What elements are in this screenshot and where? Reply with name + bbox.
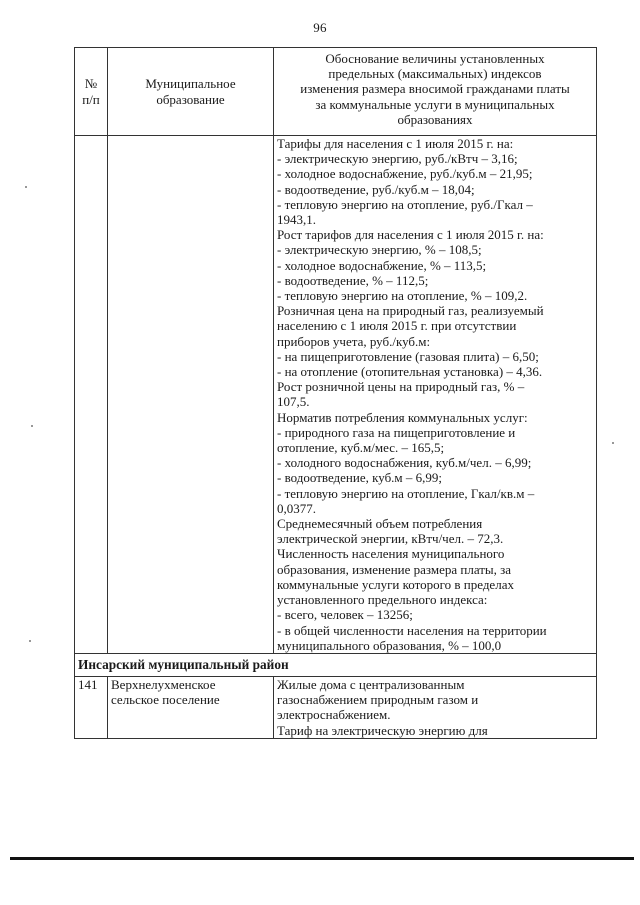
body-line: 107,5.	[277, 394, 310, 410]
body-line: электроснабжением.	[277, 707, 391, 723]
body-line: - водоотведение, куб.м – 6,99;	[277, 470, 443, 486]
footer-rule	[10, 857, 634, 860]
body-line: 1943,1.	[277, 212, 316, 228]
body-line: - всего, человек – 13256;	[277, 607, 413, 623]
body-line: - холодное водоснабжение, руб./куб.м – 21,95;	[277, 166, 533, 182]
body-line: Тариф на электрическую энергию для	[277, 722, 488, 738]
header-municipality-column	[108, 48, 274, 136]
scan-speck	[25, 186, 27, 188]
body-line: - электрическую энергию, руб./кВтч – 3,16;	[277, 151, 518, 167]
table-row	[75, 676, 597, 738]
header-justification-column	[274, 48, 597, 136]
scan-speck	[612, 442, 614, 444]
page-number: 96	[313, 20, 327, 35]
scan-speck	[31, 425, 33, 427]
header-justification-line: изменения размера вносимой гражданами платы	[300, 81, 570, 97]
body-line: - холодного водоснабжения, куб.м/чел. – 6,99;	[277, 455, 532, 471]
body-line: Розничная цена на природный газ, реализуемый	[277, 303, 544, 319]
header-justification-line: Обоснование величины установленных	[325, 51, 545, 66]
header-municipality-line: образование	[156, 91, 225, 107]
header-justification-line: предельных (максимальных) индексов	[328, 66, 542, 82]
body-line: приборов учета, руб./куб.м:	[277, 333, 431, 349]
body-line: - водоотведение, руб./куб.м – 18,04;	[277, 181, 475, 197]
body-line: - тепловую энергию на отопление, Гкал/кв.м –	[277, 485, 535, 501]
region-heading-row	[75, 653, 597, 676]
body-line: отопление, куб.м/мес. – 165,5;	[277, 440, 445, 456]
body-line: газоснабжением природным газом и	[277, 692, 479, 708]
header-justification-line: за коммунальные услуги в муниципальных	[315, 96, 555, 112]
body-line: Численность населения муниципального	[277, 546, 505, 562]
body-line: 0,0377.	[277, 500, 316, 516]
body-line: установленного предельного индекса:	[277, 592, 488, 608]
tariff-table	[74, 47, 597, 739]
municipality-line: Верхнелухменское	[111, 676, 216, 692]
body-line: - тепловую энергию на отопление, руб./Гкал –	[277, 196, 533, 212]
body-line: - на пищеприготовление (газовая плита) – 6,50;	[277, 348, 539, 364]
body-line: электрической энергии, кВтч/чел. – 72,3.	[277, 531, 504, 547]
row-number: 141	[75, 676, 108, 738]
body-line: - холодное водоснабжение, % – 113,5;	[277, 257, 487, 273]
body-line: Рост тарифов для населения с 1 июля 2015 г. на:	[277, 227, 544, 243]
scan-speck	[29, 640, 31, 642]
body-line: Норматив потребления коммунальных услуг:	[277, 409, 528, 425]
body-line: - на отопление (отопительная установка) – 4,36.	[277, 364, 543, 380]
continuation-body-cell	[274, 136, 597, 654]
body-line: Жилые дома с централизованным	[277, 676, 465, 692]
table-header-row	[75, 48, 597, 136]
body-line: - природного газа на пищеприготовление и	[277, 424, 516, 440]
continuation-municipality-cell	[108, 136, 274, 654]
header-municipality-line: Муниципальное	[145, 76, 236, 92]
header-number-line: №	[84, 76, 98, 92]
body-line: населению с 1 июля 2015 г. при отсутствии	[277, 318, 517, 334]
header-number-column	[75, 48, 108, 136]
body-line: коммунальные услуги которого в пределах	[277, 576, 514, 592]
body-line: Среднемесячный объем потребления	[277, 516, 483, 532]
row-municipality-cell	[108, 676, 274, 738]
continuation-number-cell	[75, 136, 108, 654]
body-line: - электрическую энергию, % – 108,5;	[277, 242, 482, 258]
region-heading: Инсарский муниципальный район	[75, 653, 597, 676]
body-line: муниципального образования, % – 100,0	[277, 637, 502, 653]
body-line: образования, изменение размера платы, за	[277, 561, 512, 577]
body-line: Тарифы для населения с 1 июля 2015 г. на:	[277, 136, 514, 151]
continuation-row	[75, 136, 597, 654]
header-justification-line: образованиях	[397, 111, 473, 127]
body-line: - тепловую энергию на отопление, % – 109,2.	[277, 288, 528, 304]
header-number-line: п/п	[82, 91, 100, 107]
municipality-line: сельское поселение	[111, 692, 220, 708]
body-line: - в общей численности населения на территории	[277, 622, 547, 638]
body-line: Рост розничной цены на природный газ, % –	[277, 379, 525, 395]
body-line: - водоотведение, % – 112,5;	[277, 272, 429, 288]
row-body-cell	[274, 676, 597, 738]
